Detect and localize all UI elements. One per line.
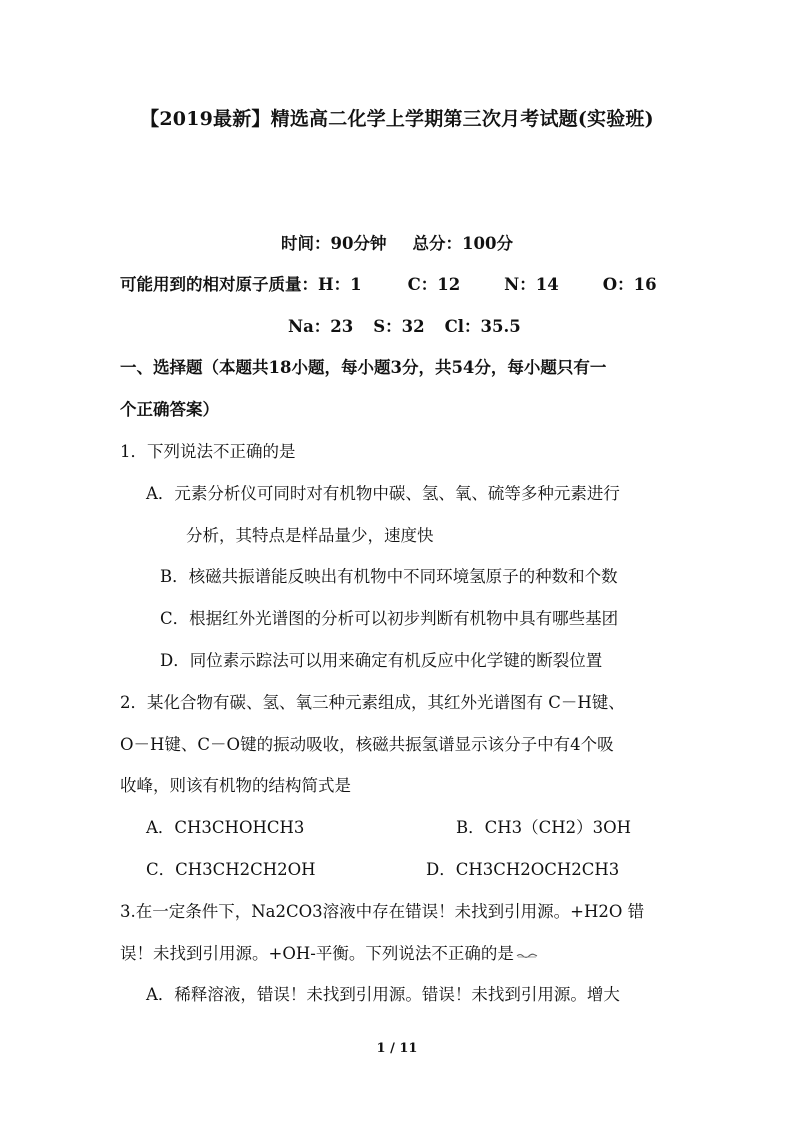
question-3-stem-cont: [120, 944, 538, 964]
section-heading: 一、选择题（本题共18小题，每小题3分，共54分，每小题只有一: [120, 358, 607, 377]
question-1-option-a-cont: 分析，其特点是样品量少，速度快: [186, 526, 434, 545]
question-2-option-a: A．CH3CHOHCH3: [146, 818, 305, 837]
question-3-stem: 3.在一定条件下，Na2CO3溶液中存在错误！未找到引用源。+H2O 错: [120, 902, 645, 921]
question-1-stem: 1．下列说法不正确的是: [120, 442, 296, 461]
atomic-mass-na: Na：23: [288, 317, 354, 336]
question-1-option-a: A．元素分析仪可同时对有机物中碳、氢、氧、硫等多种元素进行: [146, 484, 620, 503]
atomic-mass-o: O：16: [602, 275, 657, 294]
atomic-mass-label: 可能用到的相对原子质量：H：1: [120, 275, 362, 294]
question-3-stem-cont-text: 误！未找到引用源。+OH-平衡。下列说法不正确的是: [120, 944, 514, 963]
exam-info-row: [0, 234, 794, 254]
question-1-option-b: B．核磁共振谱能反映出有机物中不同环境氢原子的种数和个数: [160, 567, 618, 586]
page-number: 1 / 11: [376, 1041, 418, 1056]
question-2-option-c: C．CH3CH2CH2OH: [146, 860, 316, 879]
question-2-stem: 2．某化合物有碳、氢、氧三种元素组成，其红外光谱图有 C－H键、: [120, 693, 625, 712]
question-3-option-a: A．稀释溶液，错误！未找到引用源。错误！未找到引用源。增大: [146, 985, 620, 1004]
section-heading-cont: 个正确答案）: [120, 400, 219, 419]
exam-total-score: 总分：100分: [412, 234, 513, 253]
atomic-mass-cl: Cl：35.5: [444, 317, 521, 336]
question-2-option-d: D．CH3CH2OCH2CH3: [426, 860, 620, 879]
atomic-mass-s: S：32: [373, 317, 425, 336]
scribble-mark-icon: [516, 952, 538, 958]
question-2-stem-cont-1: O－H键、C－O键的振动吸收，核磁共振氢谱显示该分子中有4个吸: [120, 735, 614, 754]
question-1-option-d: D．同位素示踪法可以用来确定有机反应中化学键的断裂位置: [160, 651, 603, 670]
atomic-mass-c: C：12: [407, 275, 461, 294]
exam-time: 时间：90分钟: [281, 234, 387, 253]
document-title: 【2019最新】精选高二化学上学期第三次月考试题(实验班): [140, 108, 654, 130]
atomic-mass-row-1: [120, 275, 657, 295]
question-2-option-b: B．CH3（CH2）3OH: [456, 818, 632, 837]
question-2-stem-cont-2: 收峰，则该有机物的结构简式是: [120, 776, 351, 795]
question-1-option-c: C．根据红外光谱图的分析可以初步判断有机物中具有哪些基团: [160, 609, 619, 628]
atomic-mass-n: N：14: [504, 275, 559, 294]
atomic-mass-row-2: [288, 317, 521, 337]
